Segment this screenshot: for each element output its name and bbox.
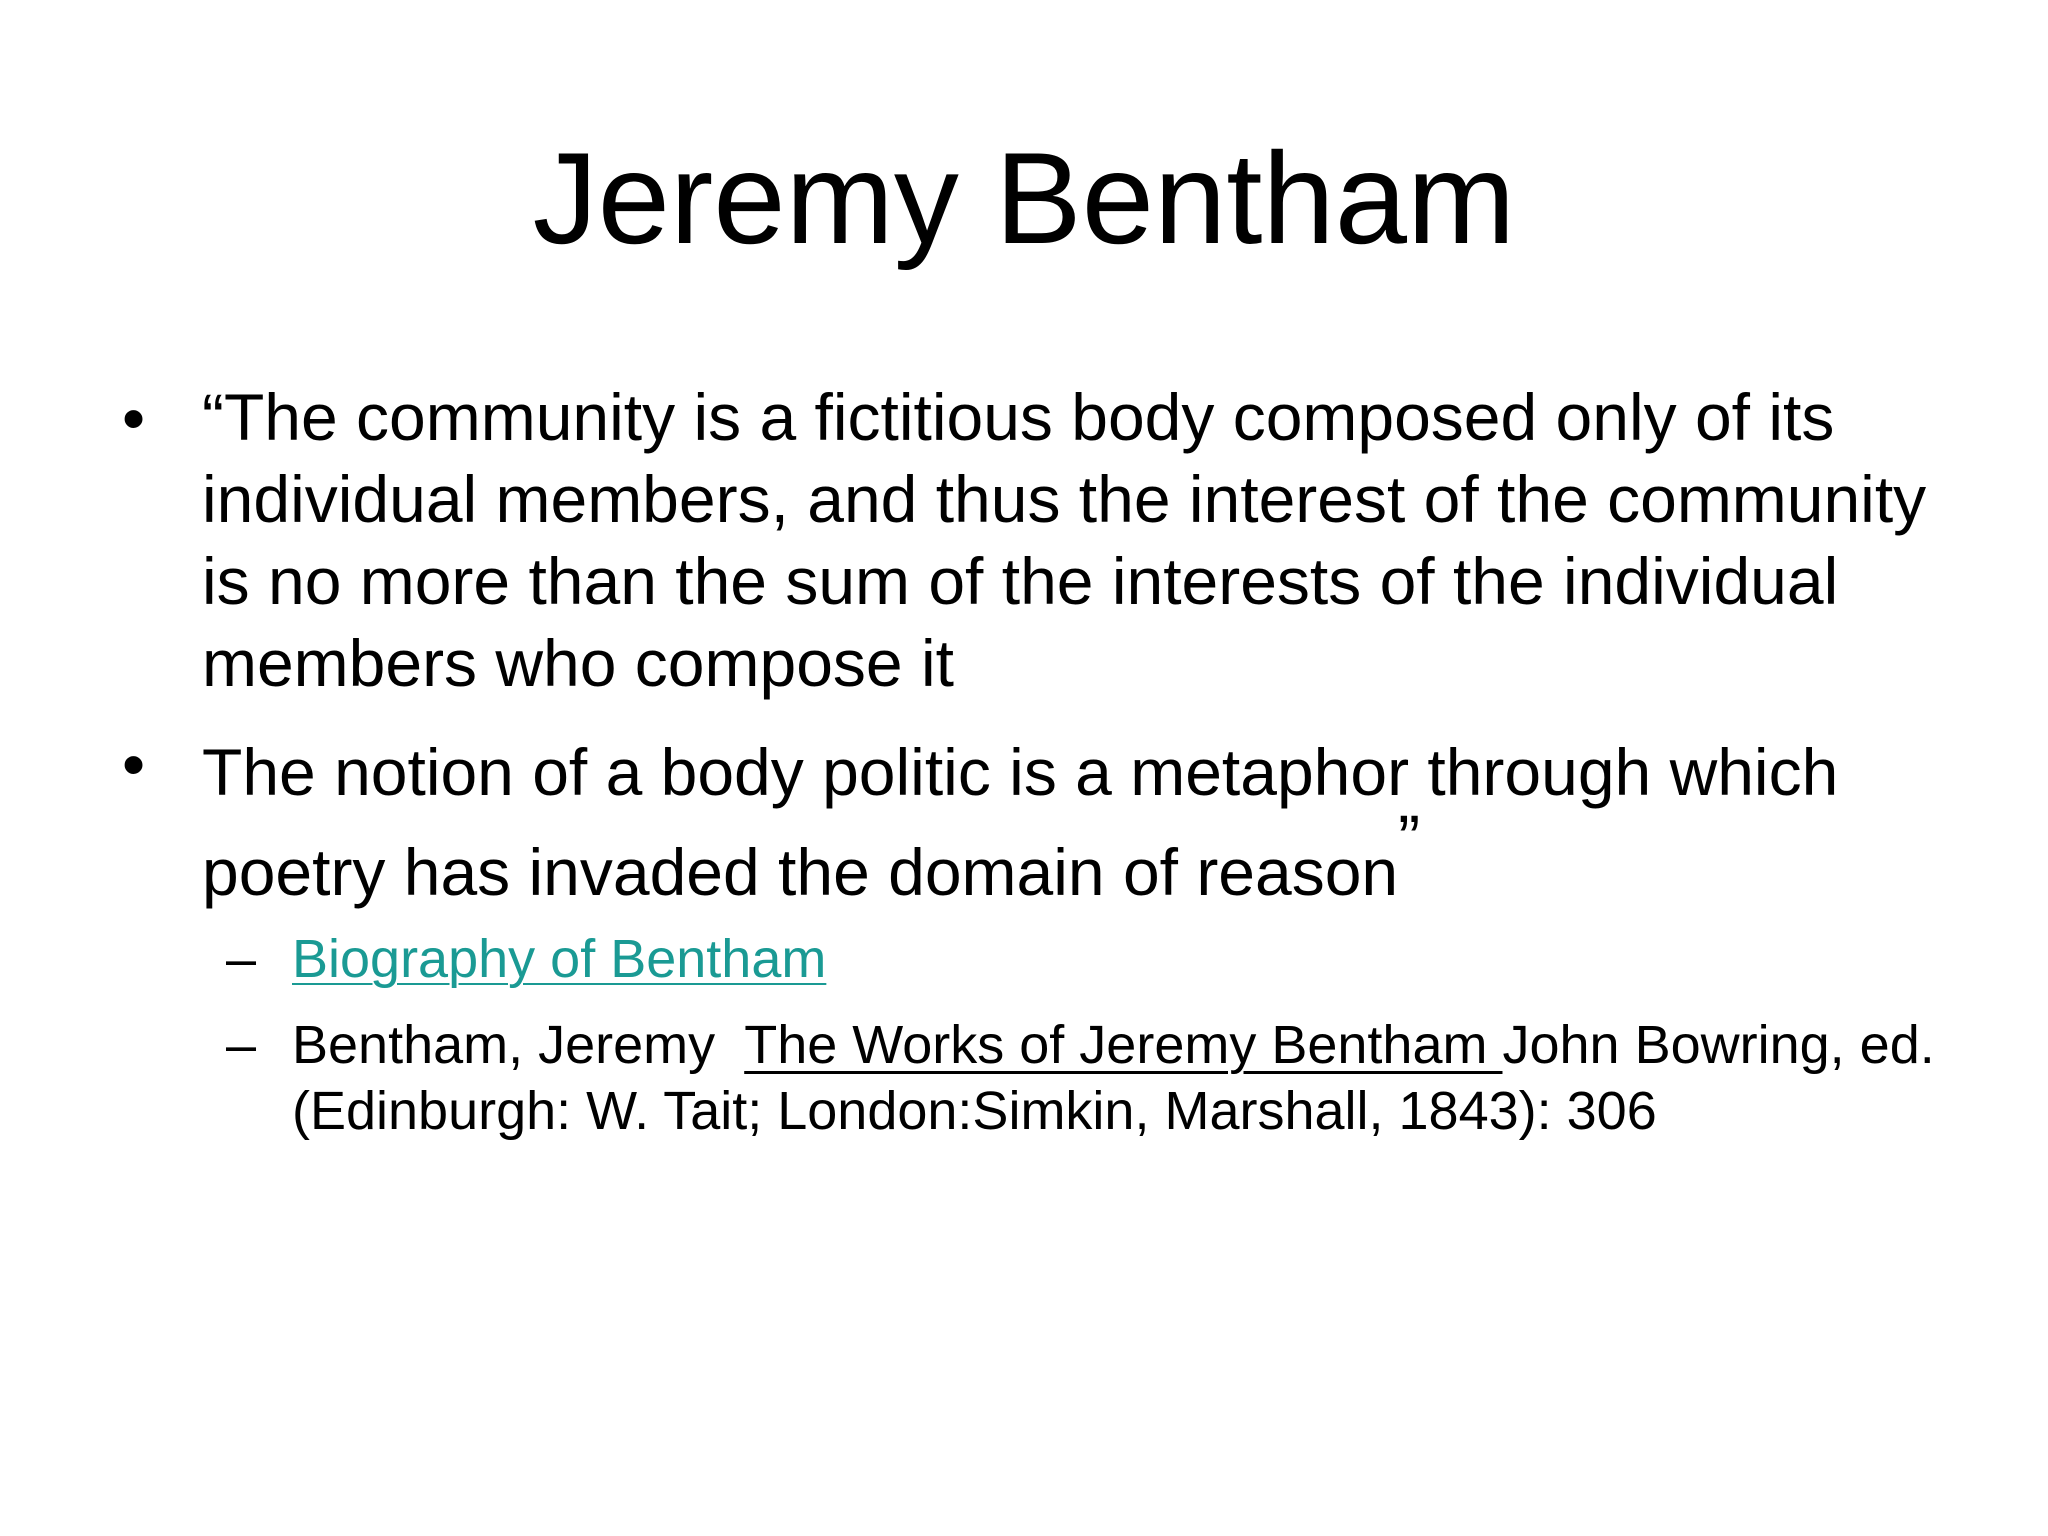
- bullet-text-quote: “The community is a fictitious body composed only of its individual members, and thus the interest of the community is no more than the sum of the interests of the individual members who compose it: [202, 380, 1927, 700]
- closing-quote: ”: [1398, 801, 1421, 875]
- bullet-marker: •: [122, 381, 146, 455]
- sub-bullet-marker: –: [226, 929, 257, 989]
- sub-bullet-biography: [292, 926, 2012, 992]
- biography-link[interactable]: Biography of Bentham: [292, 929, 827, 989]
- bullet-text-metaphor-body: The notion of a body politic is a metaphor through which poetry has invaded the domain of reason: [202, 735, 1839, 909]
- slide-title: Jeremy Bentham: [532, 125, 1516, 271]
- bullet-marker: •: [122, 727, 146, 801]
- sub-bullet-citation: [292, 1012, 2012, 1144]
- citation-author: Bentham, Jeremy: [292, 1015, 745, 1075]
- sub-bullet-marker: –: [226, 1015, 257, 1075]
- citation-details: John Bowring, ed. (Edinburgh: W. Tait; London:Simkin, Marshall, 1843): 306: [292, 1015, 1950, 1141]
- citation-book-title: The Works of Jeremy Bentham: [744, 1015, 1503, 1075]
- bullet-text-metaphor: [202, 722, 1962, 922]
